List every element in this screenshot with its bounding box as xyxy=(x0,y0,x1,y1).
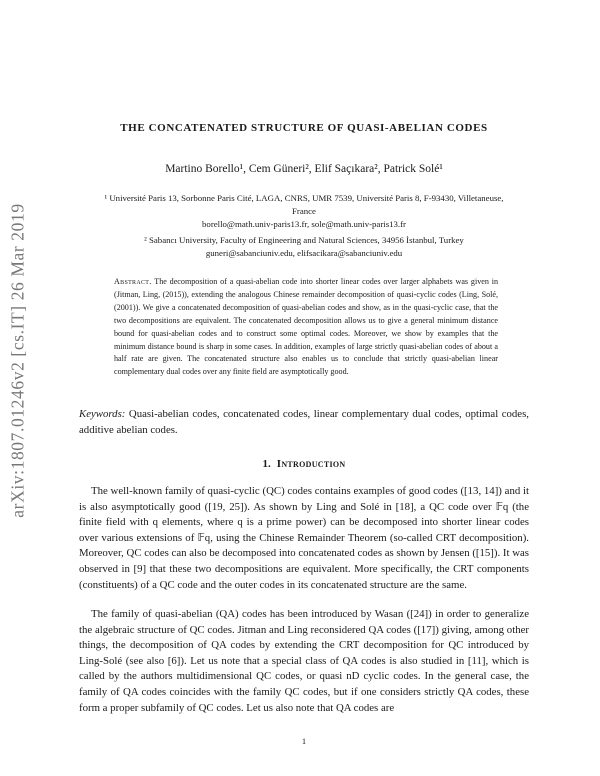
affiliation-email: guneri@sabanciuniv.edu, elifsacikara@sabanciuniv.edu xyxy=(205,248,403,258)
section-heading xyxy=(79,458,529,470)
body-paragraph: The well-known family of quasi-cyclic (QC) codes contains examples of good codes ([13, 14]) and it is also asymptotically good ([19, 25]). As shown by Ling and Solé in [18], a QC code over 𝔽q (the finite field with q elements, where q is a prime power) can be decomposed into shorter linear codes over various extensions of 𝔽q, using the Chinese Remainder Theorem (so-called CRT decomposition). Moreover, QC codes can also be decomposed into concatenated codes as shown by Jensen ([15]). It was observed in [9] that these two decompositions are equivalent. More specifically, the CRT components (constituents) of a QC code and the outer codes in its concatenated structure are the same. xyxy=(79,485,529,591)
keywords-text: Quasi-abelian codes, concatenated codes, linear complementary dual codes, optimal codes, additive abelian codes. xyxy=(79,408,529,436)
page-number: 1 xyxy=(301,736,307,746)
affiliation-2 xyxy=(100,234,508,260)
keywords xyxy=(79,407,529,438)
section-number: 1. xyxy=(262,458,271,470)
author-list: Martino Borello¹, Cem Güneri², Elif Saçıkara², Patrick Solé¹ xyxy=(165,163,443,175)
abstract-label: Abstract. xyxy=(114,277,152,286)
arxiv-identifier: arXiv:1807.01246v2 [cs.IT] 26 Mar 2019 xyxy=(7,202,28,518)
arxiv-side-stamp xyxy=(0,180,36,540)
affiliation-1 xyxy=(100,192,508,231)
affiliation-text: ² Sabancı University, Faculty of Engineering and Natural Sciences, 34956 İstanbul, Turkey xyxy=(144,235,464,245)
affiliation-email: borello@math.univ-paris13.fr, sole@math.univ-paris13.fr xyxy=(202,219,406,229)
abstract xyxy=(114,276,498,379)
paper-title: THE CONCATENATED STRUCTURE OF QUASI-ABELIAN CODES xyxy=(120,122,488,134)
abstract-text: The decomposition of a quasi-abelian code into shorter linear codes over larger alphabets was given in (Jitman, Ling, (2015)), extending the analogous Chinese remainder decomposition of quasi-cyclic codes (Ling, Solé, (2001)). We give a concatenated decomposition of quasi-abelian codes and show, as in the quasi-cyclic case, that the two decompositions are equivalent. The concatenated decomposition allows us to give a general minimum distance bound for quasi-abelian codes and to construct some optimal codes. Moreover, we show by examples that the minimum distance bound is sharp in some cases. In addition, examples of large strictly quasi-abelian codes of about a half rate are given. The concatenated structure also enables us to conclude that strictly quasi-abelian linear complementary dual codes over any finite field are asymptotically good. xyxy=(114,277,498,377)
keywords-label: Keywords: xyxy=(79,408,126,420)
body-paragraph: The family of quasi-abelian (QA) codes has been introduced by Wasan ([24]) in order to generalize the algebraic structure of QC codes. Jitman and Ling reconsidered QA codes ([17]) giving, among other things, the decomposition of QA codes by extending the CRT decomposition for QC introduced by Ling-Solé (see also [6]). Let us note that a special class of QA codes is also studied in [11], which is called by the authors multidimensional QC codes, or quasi nD cyclic codes. In the general case, the family of QA codes coincides with the family QC codes, but if one considers strictly QA codes, these form a proper subfamily of QC codes. Let us also note that QA codes are xyxy=(79,608,529,714)
affiliation-text: ¹ Université Paris 13, Sorbonne Paris Cité, LAGA, CNRS, UMR 7539, Université Paris 8, F-93430, Villetaneuse, France xyxy=(104,193,504,216)
section-title: Introduction xyxy=(276,458,346,470)
